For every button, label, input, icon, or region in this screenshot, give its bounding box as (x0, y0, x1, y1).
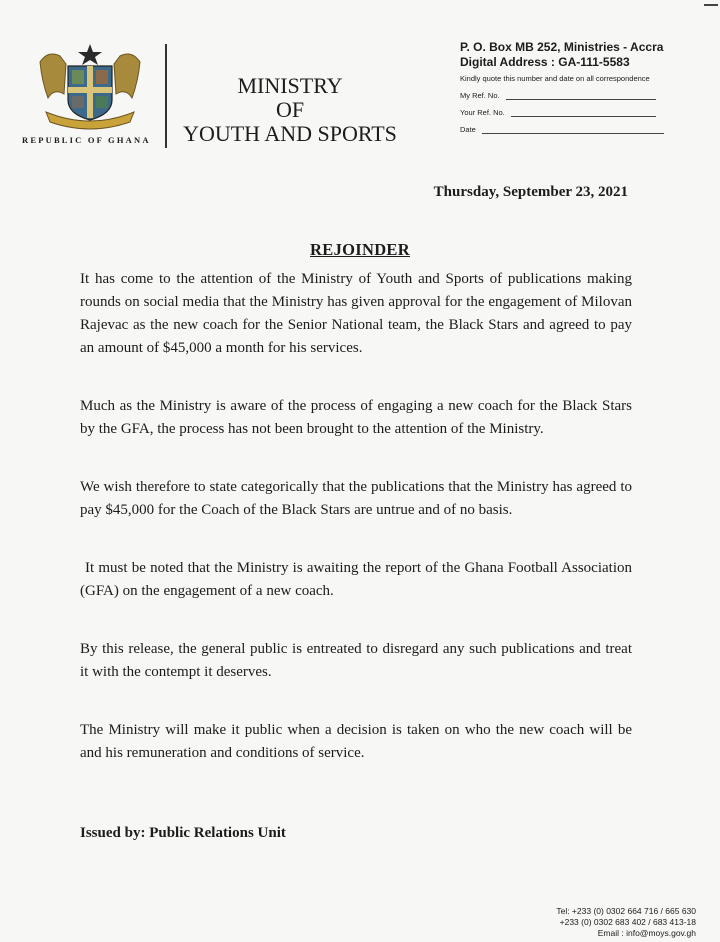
ministry-name (170, 74, 410, 146)
paragraph-5: By this release, the general public is entreated to disregard any such publications and treat it with the contempt it deserves. (80, 641, 632, 680)
ministry-line-2: OF (275, 97, 305, 122)
paragraph-3: We wish therefore to state categorically that the publications that the Ministry has agreed to pay $45,000 for the Coach of the Black Stars are untrue and of no basis. (80, 479, 632, 518)
paragraph-2: Much as the Ministry is aware of the process of engaging a new coach for the Black Stars by the GFA, the process has not been brought to the attention of the Ministry. (80, 398, 632, 437)
digital-address: Digital Address : GA-111-5583 (460, 55, 630, 69)
your-ref-label: Your Ref. No. (460, 108, 505, 117)
ministry-line-3: YOUTH AND SPORTS (183, 121, 397, 146)
letter-body (80, 268, 632, 765)
paragraph-1: It has come to the attention of the Ministry of Youth and Sports of publications making rounds on social media that the Ministry has given approval for the engagement of Milovan Rajevac as the new coach for the Senior National team, the Black Stars and agreed to pay an amount of $45,000 a month for his services. (80, 271, 632, 356)
date-line (482, 132, 664, 134)
your-ref-row (460, 108, 664, 117)
header-divider (165, 44, 167, 148)
contact-tel-1: Tel: +233 (0) 0302 664 716 / 665 630 (556, 906, 696, 916)
contact-email: Email : info@moys.gov.gh (597, 928, 696, 938)
address-block (460, 40, 664, 134)
my-ref-line (506, 98, 656, 100)
po-box: P. O. Box MB 252, Ministries - Accra (460, 40, 664, 54)
ministry-line-1: MINISTRY (237, 73, 343, 98)
corner-mark (704, 4, 718, 6)
paragraph-6: The Ministry will make it public when a decision is taken on who the new coach will be and his remuneration and conditions of service. (80, 722, 632, 761)
date-row (460, 125, 664, 134)
letter-title: REJOINDER (310, 240, 410, 259)
my-ref-row (460, 91, 664, 100)
ghana-coat-of-arms-icon (30, 42, 150, 130)
my-ref-label: My Ref. No. (460, 91, 500, 100)
issued-by: Issued by: Public Relations Unit (80, 825, 286, 841)
contact-tel-2: +233 (0) 0302 683 402 / 683 413-18 (559, 917, 696, 927)
quote-note: Kindly quote this number and date on all correspondence (460, 74, 650, 83)
date-label: Date (460, 125, 476, 134)
country-label: REPUBLIC OF GHANA (22, 135, 151, 145)
letter-date: Thursday, September 23, 2021 (433, 184, 628, 200)
your-ref-line (511, 115, 656, 117)
paragraph-4: It must be noted that the Ministry is awaiting the report of the Ghana Football Association (GFA) on the engagement of a new coach. (80, 560, 632, 599)
contact-block (556, 906, 696, 939)
